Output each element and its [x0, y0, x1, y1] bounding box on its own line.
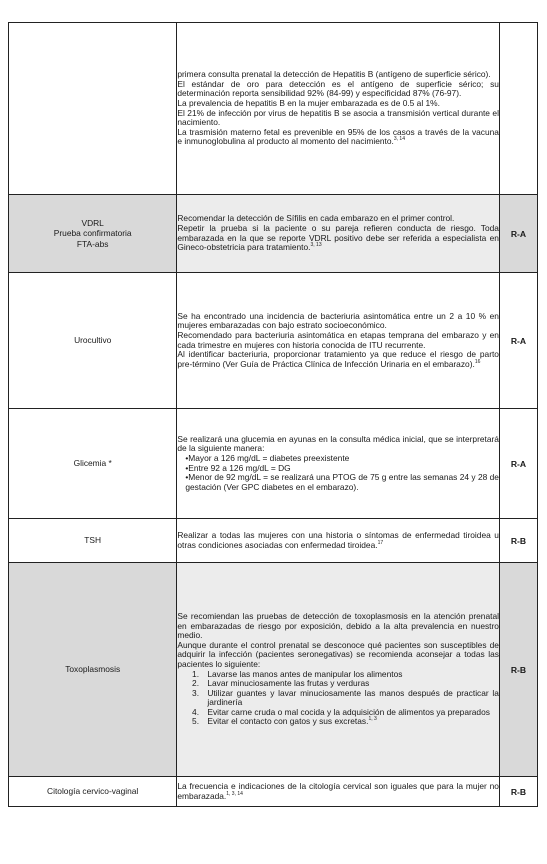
row-content: [177, 563, 500, 777]
table-row: [9, 23, 538, 195]
row-topic: Citología cervico-vaginal: [9, 777, 177, 807]
paragraph: primera consulta prenatal la detección de Hepatitis B (antígeno de superficie sérico).: [177, 69, 491, 80]
advice-list: [177, 670, 499, 728]
list-item: [201, 717, 499, 727]
list-item: • Entre 92 a 126 mg/dL = DG: [185, 464, 499, 474]
paragraph: Se realizará una glucemia en ayunas en la consulta médica inicial, que se interpretará de la siguiente manera:: [177, 433, 499, 454]
table-row: [9, 519, 538, 563]
grade-badge: [499, 23, 537, 195]
grade-badge: R-B: [499, 563, 537, 777]
list-item: 1. Lavarse las manos antes de manipular los alimentos: [201, 670, 499, 680]
grade-badge: R-A: [499, 195, 537, 273]
paragraph: Se ha encontrado una incidencia de bacteriuria asintomática entre un 2 a 10 % en mujeres embarazadas con bajo estrato socioeconómico.: [177, 310, 499, 331]
list-item: 2. Lavar minuciosamente las frutas y verduras: [201, 679, 499, 689]
paragraph-text: Realizar a todas las mujeres con una historia o síntomas de enfermedad tiroidea u otras condiciones asociadas con enfermedad tiroidea.: [177, 529, 499, 550]
row-topic: [9, 195, 177, 273]
paragraph: Recomendado para bacteriuria asintomática en etapas temprana del embarazo y en cada trimestre en mujeres con historia conocida de ITU recurrente.: [177, 329, 499, 350]
row-topic: Urocultivo: [9, 273, 177, 409]
grade-badge: R-B: [499, 777, 537, 807]
paragraph: La prevalencia de hepatitis B en la mujer embarazada es de 0.5 al 1%.: [177, 97, 440, 108]
paragraph-text: Repetir la prueba si la paciente o su pareja refieren conducta de riesgo. Toda embarazada en la que se reporte VDRL positivo debe ser referida a especialista en Gineco-obstetricia para tratamiento.: [177, 222, 499, 253]
reference-marker: 1, 3, 14: [226, 790, 243, 797]
reference-marker: 3, 14: [393, 136, 405, 143]
row-content: [177, 409, 500, 519]
grade-badge: R-A: [499, 409, 537, 519]
paragraph: [177, 128, 499, 147]
reference-marker: 1, 3: [368, 716, 377, 723]
paragraph: [177, 782, 499, 801]
list-item: • Menor de 92 mg/dL = se realizará una PTOG de 75 g entre las semanas 24 y 28 de gestación (Ver GPC diabetes en el embarazo).: [185, 473, 499, 492]
paragraph-text: La trasmisión materno fetal es prevenible en 95% de los casos a través de la vacuna e inmunoglobulina al producto al momento del nacimiento.: [177, 126, 499, 147]
paragraph: [177, 531, 499, 550]
row-content: [177, 23, 500, 195]
grade-badge: R-A: [499, 273, 537, 409]
reference-marker: 17: [377, 539, 384, 546]
reference-marker: 16: [474, 358, 481, 365]
list-item: 4. Evitar carne cruda o mal cocida y la adquisición de alimentos ya preparados: [201, 708, 499, 718]
row-topic: Glicemia *: [9, 409, 177, 519]
paragraph: Se recomiendan las pruebas de detección de toxoplasmosis en la atención prenatal en embarazadas de riesgo por exposición, debido a la alta prevalencia en nuestro medio.: [177, 610, 499, 641]
table-row: [9, 409, 538, 519]
row-topic: TSH: [9, 519, 177, 563]
row-topic-text: VDRL Prueba confirmatoria FTA-abs: [53, 218, 132, 249]
paragraph: Aunque durante el control prenatal se desconoce qué pacientes son susceptibles de adquirir la infección (pacientes seronegativas) se recomienda aconsejar a todas las pacientes lo siguiente:: [177, 639, 499, 669]
row-content: [177, 195, 500, 273]
row-topic: Toxoplasmosis: [9, 563, 177, 777]
paragraph-text: Al identificar bacteriuria, proporcionar tratamiento ya que reduce el riesgo de parto pre-término (Ver Guía de Práctica Clínica de Infección Urinaria en el embarazo).: [177, 349, 499, 369]
list-item: • Mayor a 126 mg/dL = diabetes preexistente: [185, 454, 499, 464]
list-item: 3. Utilizar guantes y lavar minuciosamente las manos después de practicar la jardinería: [201, 689, 499, 708]
table-row: [9, 777, 538, 807]
list-item-text: Evitar el contacto con gatos y sus excretas.: [207, 716, 369, 727]
row-topic: [9, 23, 177, 195]
guideline-table: [8, 22, 538, 807]
paragraph: Recomendar la detección de Sífilis en cada embarazo en el primer control.: [177, 213, 455, 224]
table-row: [9, 273, 538, 409]
row-content: [177, 273, 500, 409]
paragraph-text: La frecuencia e indicaciones de la citología cervical son iguales que para la mujer no embarazada.: [177, 780, 499, 801]
grade-badge: R-B: [499, 519, 537, 563]
reference-marker: 3, 13: [310, 242, 322, 249]
paragraph: El estándar de oro para detección es el antígeno de superficie sérico; su determinación reporta sensibilidad 92% (84-99) y especificidad 87% (76-97).: [177, 78, 499, 99]
row-content: [177, 519, 500, 563]
table-row: [9, 195, 538, 273]
criteria-list: [177, 454, 499, 492]
paragraph: [177, 350, 499, 369]
paragraph: El 21% de infección por virus de hepatitis B se asocia a transmisión vertical durante el nacimiento.: [177, 107, 499, 128]
paragraph: [177, 224, 499, 253]
table-row: [9, 563, 538, 777]
row-content: [177, 777, 500, 807]
